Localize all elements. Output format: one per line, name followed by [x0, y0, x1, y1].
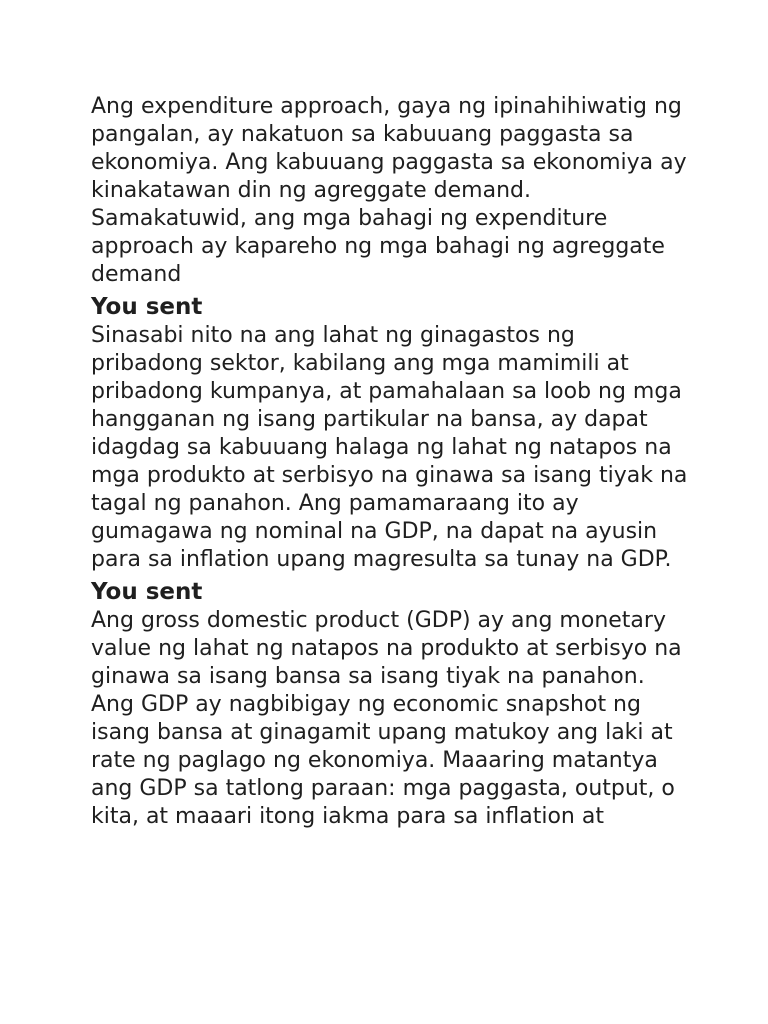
you-sent-heading: You sent: [91, 294, 203, 320]
you-sent-heading: You sent: [91, 579, 203, 605]
paragraph-gdp-definition: Ang gross domestic product (GDP) ay ang monetary value ng lahat ng natapos na produkto at serbisyo na ginawa sa isang bansa sa isang tiyak na panahon. Ang GDP ay nagbibigay ng economic snapshot ng isang bansa at ginagamit upang matukoy ang laki at rate ng paglago ng ekonomiya. Maaaring matantya ang GDP sa tatlong paraan: mga paggasta, output, o kita, at maaari itong iakma para sa inflation at: [91, 608, 682, 829]
document-page: [91, 93, 691, 831]
paragraph-private-sector-spending: Sinasabi nito na ang lahat ng ginagastos ng pribadong sektor, kabilang ang mga mamimili at pribadong kumpanya, at pamahalaan sa loob ng mga hangganan ng isang partikular na bansa, ay dapat idagdag sa kabuuang halaga ng lahat ng natapos na mga produkto at serbisyo na ginawa sa isang tiyak na tagal ng panahon. Ang pamamaraang ito ay gumagawa ng nominal na GDP, na dapat na ayusin para sa inflation upang magresulta sa tunay na GDP.: [91, 323, 688, 572]
paragraph-expenditure-approach: Ang expenditure approach, gaya ng ipinahihiwatig ng pangalan, ay nakatuon sa kabuuang paggasta sa ekonomiya. Ang kabuuang paggasta sa ekonomiya ay kinakatawan din ng agreggate demand. Samakatuwid, ang mga bahagi ng expenditure approach ay kapareho ng mga bahagi ng agreggate demand: [91, 94, 687, 287]
